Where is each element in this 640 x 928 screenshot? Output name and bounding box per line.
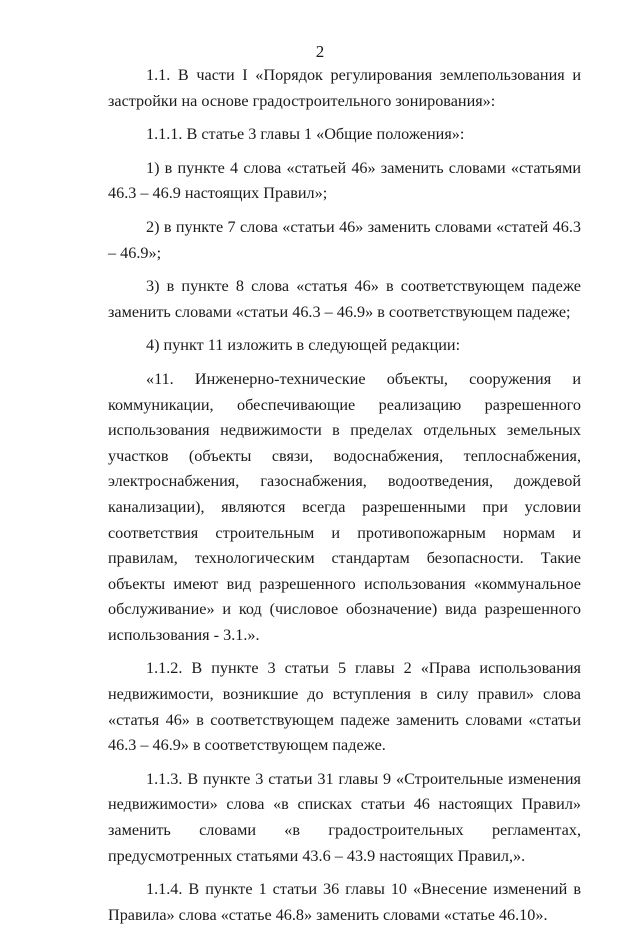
paragraph-1-1: 1.1. В части I «Порядок регулирования землепользования и застройки на основе градостроительного зонирования»: xyxy=(108,66,581,110)
paragraph-item-3: 3) в пункте 8 слова «статья 46» в соответствующем падеже заменить словами «статьи 46.3 – 46.9» в соответствующем падеже; xyxy=(108,277,581,321)
paragraph-item-2: 2) в пункте 7 слова «статьи 46» заменить словами «статей 46.3 – 46.9»; xyxy=(108,217,581,262)
paragraph-1-1-1: 1.1.1. В статье 3 главы 1 «Общие положения»: xyxy=(146,125,465,144)
page-number: 2 xyxy=(315,42,325,61)
paragraph-1-1-4: 1.1.4. В пункте 1 статьи 36 главы 10 «Внесение изменений в Правила» слова «статье 46.8» заменить словами «статье 46.10». xyxy=(108,880,581,924)
paragraph-1-1-3: 1.1.3. В пункте 3 статьи 31 главы 9 «Строительные изменения недвижимости» слова «в списках статьи 46 настоящих Правил» заменить словами «в градостроительных регламентах, предусмотренных статьями 43.6 – 43.9 настоящих Правил,». xyxy=(108,769,581,865)
paragraph-item-1: 1) в пункте 4 слова «статьей 46» заменить словами «статьями 46.3 – 46.9 настоящих Правил»; xyxy=(108,158,581,203)
document-body xyxy=(108,63,581,928)
paragraph-1-1-2: 1.1.2. В пункте 3 статьи 5 главы 2 «Права использования недвижимости, возникшие до вступления в силу правил» слова «статья 46» в соответствующем падеже заменить словами «статьи 46.3 – 46.9» в соответствующем падеже. xyxy=(108,659,581,755)
paragraph-item-4: 4) пункт 11 изложить в следующей редакции: xyxy=(146,336,461,355)
paragraph-quote-11: «11. Инженерно-технические объекты, сооружения и коммуникации, обеспечивающие реализацию разрешенного использования недвижимости в пределах отдельных земельных участков (объекты связи, водоснабжения, теплоснабжения, электроснабжения, газоснабжения, водоотведения, дождевой канализации), являются всегда разрешенными при условии соответствия строительным и противопожарным нормам и правилам, технологическим стандартам безопасности. Такие объекты имеют вид разрешенного использования «коммунальное обслуживание» и код (числовое обозначение) вида разрешенного использования - 3.1.». xyxy=(108,369,581,644)
